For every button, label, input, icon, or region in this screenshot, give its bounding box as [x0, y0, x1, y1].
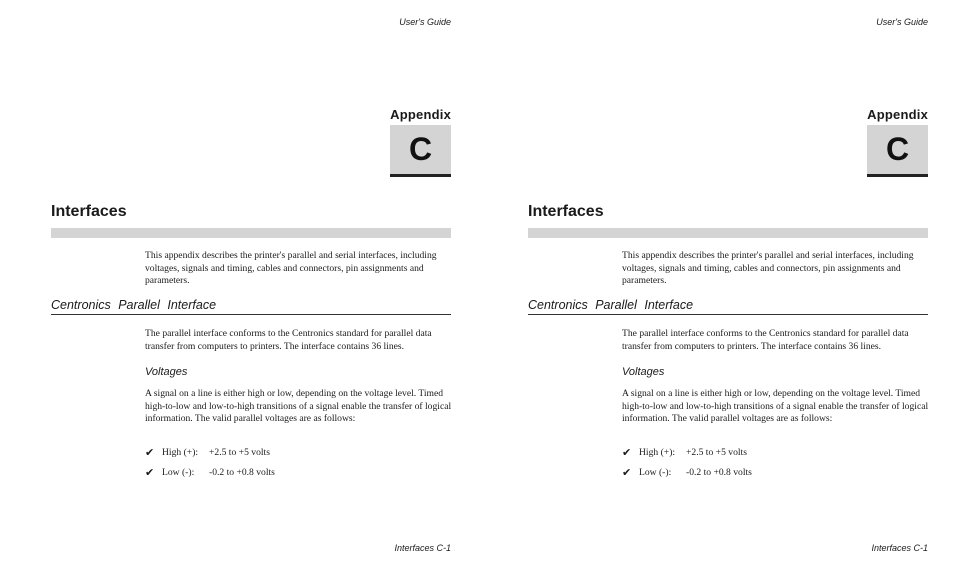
voltage-list	[145, 442, 275, 482]
intro-paragraph: This appendix describes the printer's parallel and serial interfaces, including voltages, signals and timing, cables and connectors, pin assignments and parameters.	[145, 250, 437, 286]
list-item	[622, 442, 752, 462]
chapter-divider-bar	[51, 228, 451, 238]
bullet-value: +2.5 to +5 volts	[686, 446, 747, 458]
subsection-title: Voltages	[622, 366, 665, 378]
section-title: Centronics Parallel Interface	[528, 298, 928, 315]
list-item	[145, 442, 275, 462]
chapter-divider-bar	[528, 228, 928, 238]
bullet-label: Low (-):	[639, 466, 672, 478]
page-right	[528, 0, 928, 580]
section-title: Centronics Parallel Interface	[51, 298, 451, 315]
list-item	[622, 462, 752, 482]
list-item	[145, 462, 275, 482]
bullet-label: Low (-):	[162, 466, 195, 478]
voltages-paragraph: A signal on a line is either high or low, depending on the voltage level. Timed high-to-low and low-to-high transitions of a signal enable the transfer of logical information. The valid parallel voltages are as follows:	[622, 388, 929, 424]
bullet-value: -0.2 to +0.8 volts	[209, 466, 275, 478]
appendix-letter-box: C	[867, 125, 928, 177]
bullet-label: High (+):	[639, 446, 676, 458]
appendix-label: Appendix	[867, 107, 928, 122]
section-paragraph: The parallel interface conforms to the Centronics standard for parallel data transfer from computers to printers. The interface contains 36 lines.	[622, 328, 909, 352]
appendix-label: Appendix	[390, 107, 451, 122]
running-header: User's Guide	[876, 17, 928, 27]
voltages-paragraph: A signal on a line is either high or low, depending on the voltage level. Timed high-to-low and low-to-high transitions of a signal enable the transfer of logical information. The valid parallel voltages are as follows:	[145, 388, 452, 424]
section-paragraph: The parallel interface conforms to the Centronics standard for parallel data transfer from computers to printers. The interface contains 36 lines.	[145, 328, 432, 352]
bullet-label: High (+):	[162, 446, 199, 458]
bullet-value: -0.2 to +0.8 volts	[686, 466, 752, 478]
chapter-title: Interfaces	[51, 203, 127, 220]
checkmark-icon: ✔	[145, 445, 155, 459]
checkmark-icon: ✔	[145, 465, 155, 479]
running-footer: Interfaces C-1	[871, 543, 928, 553]
page-left	[51, 0, 451, 580]
chapter-title: Interfaces	[528, 203, 604, 220]
running-header: User's Guide	[399, 17, 451, 27]
bullet-value: +2.5 to +5 volts	[209, 446, 270, 458]
subsection-title: Voltages	[145, 366, 188, 378]
intro-paragraph: This appendix describes the printer's parallel and serial interfaces, including voltages, signals and timing, cables and connectors, pin assignments and parameters.	[622, 250, 914, 286]
appendix-letter-box: C	[390, 125, 451, 177]
voltage-list	[622, 442, 752, 482]
running-footer: Interfaces C-1	[394, 543, 451, 553]
checkmark-icon: ✔	[622, 445, 632, 459]
checkmark-icon: ✔	[622, 465, 632, 479]
